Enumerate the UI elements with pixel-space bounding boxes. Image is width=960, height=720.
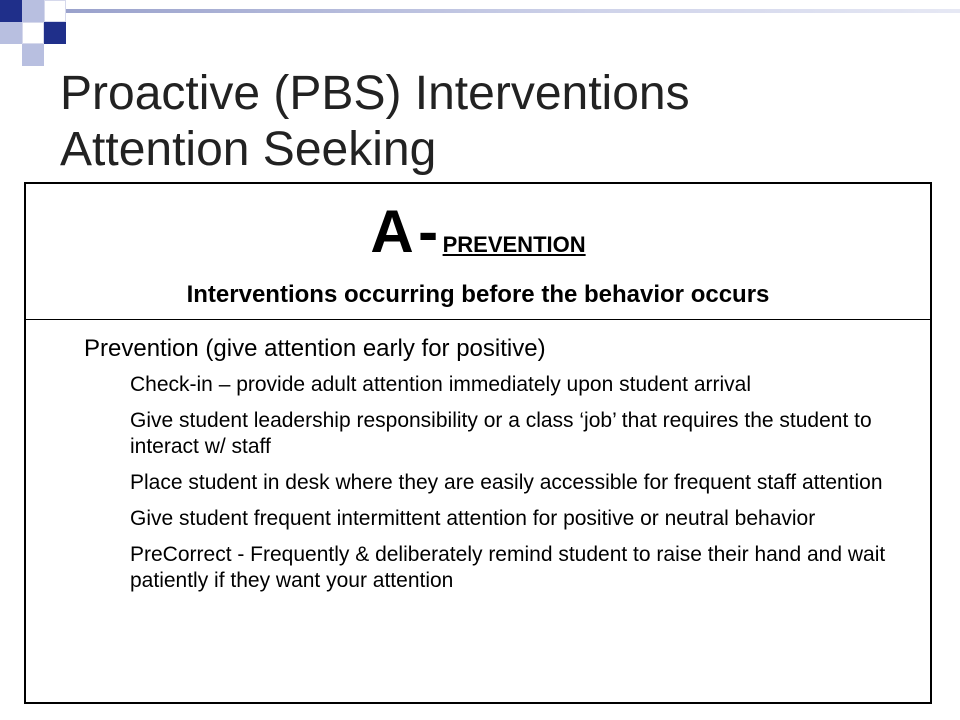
decor-square xyxy=(22,44,44,66)
section-letter: A xyxy=(370,198,414,265)
section-subtitle: Interventions occurring before the behavior occurs xyxy=(186,281,770,308)
top-rule xyxy=(66,9,960,13)
decor-square xyxy=(44,22,66,44)
section-dash: - xyxy=(418,198,439,265)
main-point: Prevention (give attention early for positive) xyxy=(84,335,546,362)
section-label: PREVENTION xyxy=(442,232,586,257)
decor-square xyxy=(0,22,22,44)
list-item: Check-in – provide adult attention immediately upon student arrival xyxy=(130,373,752,396)
decor-square xyxy=(22,0,44,22)
list-item: Give student leadership responsibility or a class ‘job’ that requires the student to interact w/ staff xyxy=(130,409,872,458)
decor-square xyxy=(44,0,66,22)
header-line xyxy=(26,184,930,280)
list-item: Place student in desk where they are easily accessible for frequent staff attention xyxy=(130,471,883,494)
box-content xyxy=(26,320,930,594)
box-header xyxy=(26,184,930,320)
intervention-list xyxy=(84,372,920,594)
prevention-box xyxy=(24,182,932,704)
title-line-2: Attention Seeking xyxy=(60,123,437,176)
decor-square xyxy=(0,0,22,22)
list-item: PreCorrect - Frequently & deliberately remind student to raise their hand and wait patiently if they want your attention xyxy=(130,543,886,592)
list-item: Give student frequent intermittent attention for positive or neutral behavior xyxy=(130,507,816,530)
slide-title xyxy=(60,66,940,178)
title-line-1: Proactive (PBS) Interventions xyxy=(60,67,690,120)
decor-square xyxy=(22,22,44,44)
